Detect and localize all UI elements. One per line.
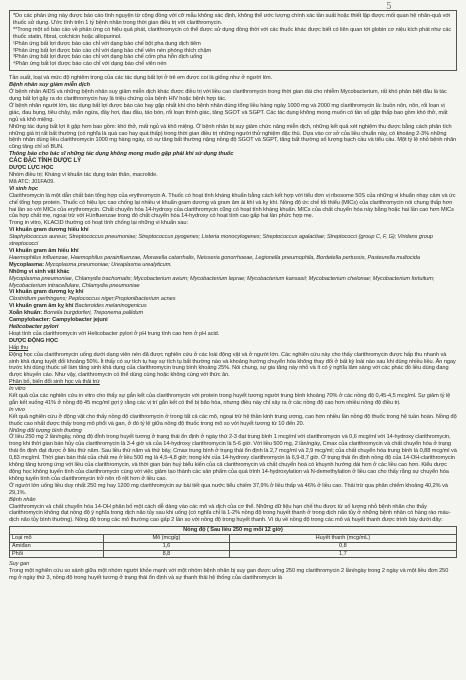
table-header-cell: Huyết thanh (mcg/mL) bbox=[229, 535, 456, 543]
patients-heading: Bệnh nhân bbox=[9, 496, 36, 503]
other-organisms-list: Mycoplasma pneumoniae, Chlamydia trachomatis; Mycobacterium avium; Mycobacterium leprae; Mycobacterium kansasii; Mycobacterium chelonae; Mycobacterium fortuitum; Mycobacterium intracellulare, Chlamydia pneumoniae bbox=[9, 275, 435, 289]
aerobic-gram-positive-list: Staphylococcus aureus; Streptococcus pneumoniae; Streptococcus pyogenes; Listeria monocytogenes; Streptococcus agalactiae; Streptococci (group C, F, G); Viridans group streptococci bbox=[9, 234, 433, 248]
report-notice: Thông báo cho bác sĩ những tác dụng không mong muốn gặp phải khi sử dụng thuốc bbox=[9, 151, 234, 158]
table-title: Nồng độ ( Sau liều 250 mg mỗi 12 giờ) bbox=[10, 527, 457, 535]
footnote: ¹Phản ứng bất lợi được báo cáo chỉ với dạng bào chế bột pha dung dịch tiêm bbox=[13, 40, 201, 47]
table-header-cell: Mô (mcg/g) bbox=[104, 535, 230, 543]
pharmacokinetics-heading: DƯỢC ĐỘNG HỌC bbox=[9, 337, 59, 344]
table-cell: Phổi bbox=[10, 550, 104, 558]
distribution-heading: Phân bố, biến đổi sinh học và thải trừ bbox=[9, 379, 100, 386]
hepatic-impairment-heading: Suy gan bbox=[9, 561, 30, 568]
in-vivo-heading: In vivo bbox=[9, 406, 25, 413]
in-vitro-heading: In vitro bbox=[9, 386, 26, 393]
immunocompromised-paragraph-2: Ở bệnh nhân người lớn, tác dụng bất lợi được báo cáo hay gặp nhất khi cho bệnh nhân dùng tổng liều hàng ngày 1000 mg và 2000 mg clarithromycin là: buồn nôn, nôn, rối loạn vị giác, đau bụng, tiêu chảy, mẩn ngứa, đầy hơi, đau đầu, táo bón, rối loạn thính giác, tăng SGOT và SGPT. Các tác dụng không mong muốn có tần số gặp thấp bao gồm khó thở, mất ngủ và khô miệng. bbox=[9, 102, 448, 123]
table-cell: 1,7 bbox=[229, 550, 456, 558]
footnote: ⁴Phản ứng bất lợi được báo cáo chỉ với dạng bào chế viên nén bbox=[13, 61, 167, 68]
document-content bbox=[9, 10, 457, 582]
spirochetes-line: Xoắn khuẩn: Borrelia burgdorferi, Treponema pallidum bbox=[9, 310, 144, 317]
pharmacology-heading: CÁC ĐẶC TÍNH DƯỢC LÝ bbox=[9, 158, 82, 165]
microbiology-paragraph-1: Clarithromycin là một dẫn chất bán tổng hợp của erythromycin A. Thuốc có hoạt tính kháng khuẩn bằng cách kết hợp với tiểu đơn vị ribosome 50S của những vi khuẩn nhạy cảm và ức chế tổng hợp protein. Thuốc có hiệu lực cao chống lại nhiều vi khuẩn gram dương và gram âm ái khí và kỵ khí. Nồng độ ức chế tối thiểu (MICs) của clarithromycin nói chung thấp hơn hai lần so với MICs của erythromycin. Chất chuyển hóa 14-hydroxy của clarithromycin cũng có hoạt tính kháng khuẩn. MICs của chất chuyển hóa này bằng hoặc hai lần cao hơn MICs của hợp chất mẹ, ngoại trừ với H.influenzae trong đó chất chuyển hóa 14-hydroxy có hoạt tính cao gấp hai lần phức hợp mẹ. bbox=[9, 192, 456, 220]
table-header-row bbox=[10, 535, 457, 543]
table-header-cell: Loại mô bbox=[10, 535, 104, 543]
mycoplasma-line: Mycoplasma: Mycoplasma pneumoniae; Ureaplasma urealyticum. bbox=[9, 261, 172, 268]
microbiology-heading: Vi sinh học bbox=[9, 185, 39, 192]
footnote: ²Phản ứng bất lợi được báo cáo chỉ với dạng bào chế viên nén phóng thích chậm bbox=[13, 47, 212, 54]
tissue-concentration-table bbox=[9, 526, 457, 558]
absorption-heading: Hấp thu bbox=[9, 344, 29, 351]
pharmacodynamics-heading: DƯỢC LỰC HỌC bbox=[9, 165, 54, 172]
table-row bbox=[10, 550, 457, 558]
healthy-subjects-heading: Những đối tượng bình thường bbox=[9, 427, 82, 434]
footnote: ³Phản ứng bất lợi được báo cáo chỉ với dạng bào chế cốm pha hỗn dịch uống bbox=[13, 54, 203, 61]
helicobacter-paragraph: Hoạt tính của clarithromycin với Helicobacter pylori ở pH trung tính cao hơn ở pH acid. bbox=[9, 330, 220, 337]
aerobic-gram-positive-heading: Vi khuẩn gram dương hiếu khí bbox=[9, 227, 89, 234]
table-cell: 0,8 bbox=[229, 542, 456, 550]
healthy-subjects-paragraph: Ở liều 250 mg 2 lần/ngày, nồng độ đỉnh trong huyết tương ở trạng thái ổn định ở ngày thứ 2-3 đạt trung bình 1 mcg/ml với clarithromycin và 0,6 mcg/ml với 14-hydroxy clarithromycin, trong khi thời gian bán hủy của clarithromycin là 3-4 giờ và của 14-hydroxy clarithromycin là 5-6 giờ. Với liều 500 mg, 2 lần/ngày, Cmax của clarithromycin và chất chuyển hóa ở trạng thái ổn định đạt được ở liều thứ năm. Sau liều thứ năm và thứ bảy, Cmax trung bình ở trạng thái ổn định là 2,7 mcg/ml và 2,9 mcg/ml; của chất chuyển hóa trung bình là 0,88 mcg/ml và 0,83 mcg/ml. Thời gian bán thải của chất mẹ ở liều 500 mg là 4,5-4,8 giờ; trong khi của 14-hydroxy clarithromycin là 6,9-8,7 giờ. Ở trạng thái ổn định nồng độ của 14-OH-clarithromycin không tăng tương ứng với liều của clarithromycin, và thời gian bán huỷ biểu kiến của cả clarithromycin và chất chuyển hoá có khuynh hướng dài hơn ở các liều cao hơn. Kiểu dược động học không tuyến tính của clarithromycin cùng với việc giảm tạo thành các sản phẩm của quá trình 14-hydroxylation và N-demethylation ở liều cao cho thấy rằng sự chuyển hóa không tuyến tính của clarithromycin trở nên rõ rệt hơn ở liều cao. bbox=[9, 434, 457, 482]
aerobic-gram-negative-list: Haemophilus influenzae, Haemophilus parainfluenzae, Moraxella catarrhalis, Neisseria gonorrhoeae, Legionella pneumophila, Bordetella pertussis, Pasteurella multocida bbox=[9, 254, 420, 261]
anaerobic-gram-positive-heading: Vi khuẩn gram dương kỵ khí bbox=[9, 289, 84, 296]
page-corner-mark: 5 bbox=[386, 2, 392, 12]
therapeutic-group: Nhóm điều trị: Kháng vi khuẩn tác dụng toàn thân, macrolide. bbox=[9, 172, 158, 179]
other-organisms-heading: Những vi sinh vật khác bbox=[9, 268, 70, 275]
aerobic-gram-negative-heading: Vi khuẩn gram âm hiếu khí bbox=[9, 248, 79, 254]
immunocompromised-paragraph-3: Những tác dụng bất lợi ít gặp hơn bao gồm: khó thở, mất ngủ và khô miệng. Ở bệnh nhân bị suy giảm chức năng miễn dịch, những kết quả xét nghiệm thu được bằng cách phân tích những giá trị rất bất thường (có nghĩa là quá cao hay quá thấp) trong thời gian điều trị những người thử nghiệm đặc thù. Dựa vào cơ sở của liều chuẩn này, có khoảng 2-3% những bệnh nhân dùng liều clarithromycin 1000 mg hàng ngày, có sự tăng bất thường nặng nồng độ SGOT và SGPT, tăng bất thường số lượng bạch cầu và tiểu cầu. Một tỷ lệ nhỏ bệnh nhân cũng tăng chỉ số BUN. bbox=[9, 123, 457, 151]
footnote: *Do các phản ứng này được báo cáo tình nguyện từ cộng đồng với cỡ mẫu không xác định, không thể ước lượng chính xác tần suất hoặc thiết lập được mối quan hệ nhân-quả với thuốc sử dụng. Ước tính trên 1 tỷ bệnh nhân trong thời gian điều trị với clarithromycin. bbox=[13, 13, 451, 26]
helicobacter-heading: Helicobacter pylori bbox=[9, 323, 59, 330]
anaerobic-gram-positive-list: Clostridium perfringens; Peptococcus niger;Propionibacterium acnes bbox=[9, 296, 176, 303]
microbiology-paragraph-2: Trong in vitro, KLACID thường có hoạt tính chống lại những vi khuẩn sau: bbox=[9, 220, 188, 227]
in-vivo-paragraph: Kết quả nghiên cứu ở động vật cho thấy nồng độ clarithromycin ở trong tất cả các mô, ngoại trừ hệ thần kinh trung ương, cao hơn nhiều lần nồng độ thuốc trong hệ tuần hoàn. Nồng độ thuốc cao nhất được thấy trong mô phổi và gan, ở đó tỷ lệ giữa nồng độ thuốc trong mô so với huyết tương từ 10 đến 20. bbox=[9, 413, 457, 427]
table-cell: 8,8 bbox=[104, 550, 230, 558]
table-cell: Amiđan bbox=[10, 542, 104, 550]
atc-code: Mã ATC: J01FA09. bbox=[9, 178, 55, 185]
patients-paragraph: Clarithromycin và chất chuyển hóa 14-OH phân bố một cách dễ dàng vào các mô và dịch của cơ thể. Những dữ liệu hạn chế thu được từ số lượng nhỏ bệnh nhân cho thấy clarithromycin không đạt nồng độ ý nghĩa trong dịch não tủy sau khi uống (có nghĩa chỉ là 1-2% nồng độ trong huyết thanh ở trong dịch não tủy ở những bệnh nhân có hàng rào máu-dịch não tủy bình thường). Nồng độ trong các mô thường cao gấp 2 lần so với nồng độ trong huyết thanh. Ví dụ về nồng độ trong các mô và huyết thanh được trình bày dưới đây: bbox=[9, 503, 451, 524]
table-cell: 1,6 bbox=[104, 542, 230, 550]
table-row bbox=[10, 542, 457, 550]
healthy-subjects-paragraph-2: Ở người lớn uống liều duy nhất 250 mg hay 1200 mg clarithromycin sự bài tiết qua nước tiểu chiếm 37,9% ở liều thấp và 46% ở liều cao. Thải trừ qua phân chiếm khoảng 40,2% và 29,1%. bbox=[9, 482, 448, 496]
in-vitro-paragraph: Kết quả của các nghiên cứu in vitro cho thấy sự gắn kết của clarithromycin với protein trong huyết tương người trung bình khoảng 70% ở các nồng độ 0,45-4,5 mcg/ml. Sự giảm tỷ lệ gắn kết xuống 41% ở nồng độ 45 mcg/ml gợi ý rằng các vị trí gắn kết có thể bị bão hòa, nhưng điều này chỉ xảy ra ở các nồng độ cao hơn nhiều nồng độ điều trị. bbox=[9, 393, 451, 406]
immunocompromised-paragraph-1: Ở bệnh nhân AIDS và những bệnh nhân suy giảm miễn dịch khác được điều trị với liều cao clarithromycin trong thời gian dài cho nhiễm Mycobacterium, rất khó phân biệt đâu là tác dụng bất lợi gây ra do clarithromycin hay là triệu chứng của bệnh HIV hoặc bệnh hợp tác. bbox=[9, 89, 447, 102]
anaerobic-gram-negative-line: Vi khuẩn gram âm kỵ khí Bacteroides melaninogenicus bbox=[9, 303, 147, 310]
footnote: **Trong một số báo cáo về phản ứng có hiệu quả phát, clarithromycin có thể được sử dụng đồng thời với các thuốc khác được biết có liên quan tới globin cơ niệu kích phát như các thuốc statin, fibrat, colchicin hoặc allopurinol. bbox=[13, 26, 452, 40]
hepatic-impairment-paragraph: Trong một nghiên cứu so sánh giữa một nhóm người khỏe mạnh với một nhóm bệnh nhân bị suy gan được uống 250 mg clarithromycin 2 lần/ngày trong 2 ngày và một liều đơn 250 mg ở ngày thứ 3, nồng độ trong huyết tương ở trạng thái ổn định và sự thanh thải hệ thống của clarithromycin là bbox=[9, 568, 449, 582]
intro-paragraph: Tần suất, loại và mức độ nghiêm trọng của các tác dụng bất lợi ở trẻ em được coi là giống như ở người lớn. bbox=[9, 75, 273, 82]
campylobacter-line: Campylobacter: Campylobacter jejuni bbox=[9, 317, 108, 324]
absorption-paragraph: Động học của clarithromycin uống dưới dạng viên nén đã được nghiên cứu ở các loài động vật và ở người lớn. Các nghiên cứu này cho thấy clarithromycin được hấp thu nhanh và sinh khả dụng tuyệt đối khoảng 50%. Ít thấy có sự tích tụ hay sự tích tụ bất thường nào và khoảng hướng chuyển hóa không thay đổi ở bất kỳ loài nào sau khi dùng nhiều liều. Ăn ngay trước khi dùng thuốc sẽ làm tăng sinh khả dụng của clarithromycin trung bình khoảng 25%. Nói chung, sự gia tăng này nhỏ và ít có ý nghĩa lâm sàng với các phác đồ liều dùng đang được khuyến cáo. Như vậy, clarithromycin có thể dùng cùng hoặc không cùng với thức ăn. bbox=[9, 351, 456, 379]
immunocompromised-heading: Bệnh nhân suy giảm miễn dịch bbox=[9, 82, 90, 89]
adverse-reaction-footnotes-box bbox=[9, 10, 457, 71]
